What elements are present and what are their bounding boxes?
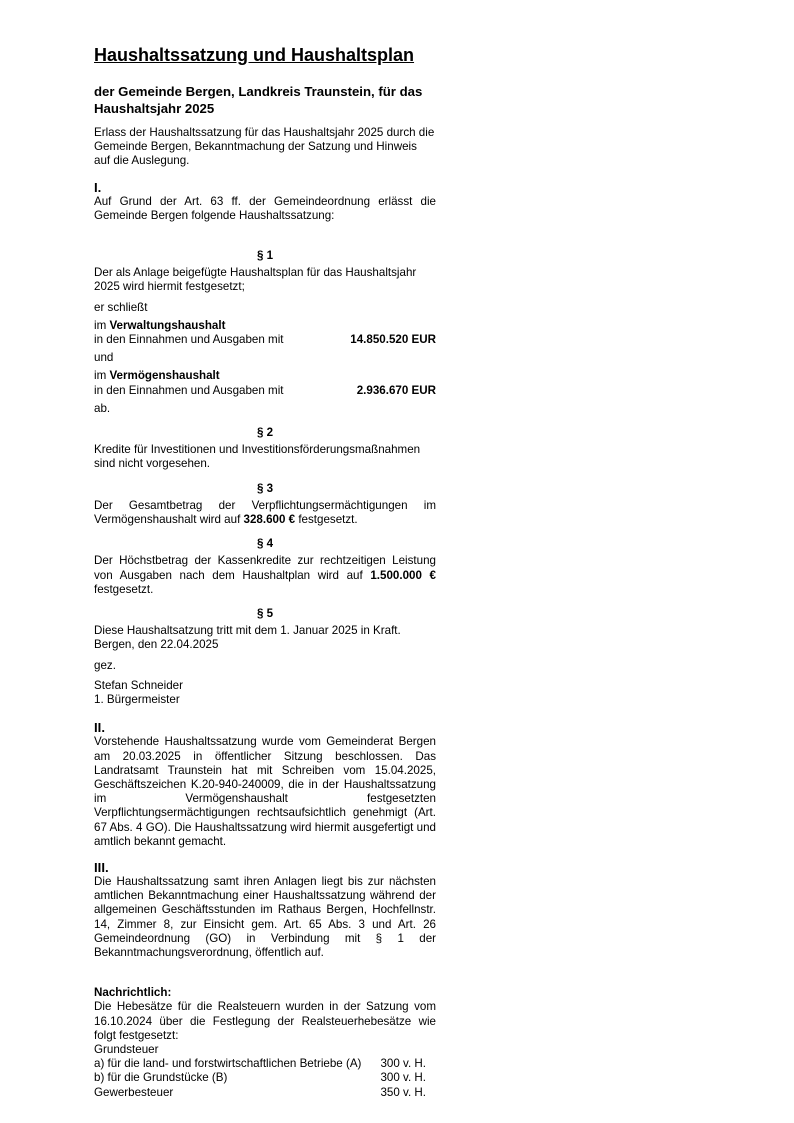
section-1-heading: I. (94, 179, 102, 195)
section-2-text: Vorstehende Haushaltssatzung wurde vom Gemeinderat Bergen am 20.03.2025 in öffentlicher Sitzung beschlossen. Das Landratsamt Traunstein hat mit Schreiben vom 15.04.2025, Geschäftszeichen K.20-940-240009, die in der Haushaltssatzung im Vermögenshaushalt festgesetzten Verpflichtungsermächtigungen rechtsaufsichtlich genehmigt (Art. 67 Abs. 4 GO). Die Haushaltssatzung wird hiermit ausgefertigt und amtlich bekannt gemacht. (94, 735, 436, 848)
document-page (94, 44, 436, 1100)
section-2-heading: II. (94, 720, 105, 736)
section-3-text: Die Haushaltssatzung samt ihren Anlagen liegt bis zur nächsten amtlichen Bekanntmachung einer Haushaltssatzung während der allgemeinen Geschäftsstunden im Rathaus Bergen, Hochfellnstr. 14, Zimmer 8, zur Einsicht gem. Art. 65 Abs. 3 und Art. 26 Gemeindeordnung (GO) in Verbindung mit § 1 der Bekanntmachungsverordnung, öffentlich auf. (94, 874, 436, 959)
paragraph-1-schliesst: er schließt (94, 300, 148, 314)
ab-text: ab. (94, 401, 111, 415)
rate-label: b) für die Grundstücke (B) (94, 1071, 228, 1085)
paragraph-2-heading: § 2 (256, 426, 274, 440)
section-3-heading: III. (94, 859, 109, 875)
note-heading: Nachrichtlich: (94, 986, 172, 1000)
paragraph-1-text: Der als Anlage beigefügte Haushaltsplan für das Haushaltsjahr 2025 wird hiermit festgesetzt; (94, 266, 417, 294)
section-1-text: Auf Grund der Art. 63 ff. der Gemeindeordnung erlässt die Gemeinde Bergen folgende Haushaltssatzung: (94, 194, 436, 222)
place-date: Bergen, den 22.04.2025 (94, 638, 219, 652)
verwaltungshaushalt-row (94, 333, 436, 347)
paragraph-1-heading: § 1 (256, 249, 274, 263)
rate-label: Gewerbesteuer (94, 1085, 174, 1099)
verwaltungshaushalt-amount: 14.850.520 EUR (350, 333, 436, 347)
paragraph-5-text: Diese Haushaltsatzung tritt mit dem 1. Januar 2025 in Kraft. (94, 624, 401, 638)
paragraph-3-heading: § 3 (256, 481, 274, 495)
vermoegenshaushalt-amount: 2.936.670 EUR (356, 383, 436, 397)
signer-name: Stefan Schneider (94, 678, 183, 692)
rate-value: 350 v. H. (380, 1085, 426, 1099)
signer-role: 1. Bürgermeister (94, 693, 180, 707)
rate-row (94, 1071, 426, 1085)
vermoegenshaushalt-label: im Vermögenshaushalt (94, 369, 220, 383)
paragraph-3-text: Der Gesamtbetrag der Verpflichtungsermächtigungen im Vermögenshaushalt wird auf 328.600 € festgesetzt. (94, 498, 436, 527)
verwaltungshaushalt-label: im Verwaltungshaushalt (94, 318, 226, 332)
note-text: Die Hebesätze für die Realsteuern wurden in der Satzung vom 16.10.2024 über die Festlegung der Realsteuerhebesätze wie folgt festgesetzt: (94, 1000, 436, 1042)
vermoegenshaushalt-row (94, 384, 436, 398)
rate-row (94, 1057, 426, 1071)
rate-value: 300 v. H. (380, 1057, 426, 1071)
verwaltungshaushalt-line: in den Einnahmen und Ausgaben mit (94, 333, 284, 347)
paragraph-4-heading: § 4 (256, 537, 274, 551)
document-subtitle: der Gemeinde Bergen, Landkreis Traunstein, für das Haushaltsjahr 2025 (94, 84, 423, 116)
und-text: und (94, 351, 114, 365)
vermoegenshaushalt-line: in den Einnahmen und Ausgaben mit (94, 383, 284, 397)
intro-text: Erlass der Haushaltssatzung für das Haushaltsjahr 2025 durch die Gemeinde Bergen, Bekanntmachung der Satzung und Hinweis auf die Auslegung. (94, 126, 435, 168)
rate-value: 300 v. H. (380, 1071, 426, 1085)
document-title: Haushaltssatzung und Haushaltsplan (94, 45, 415, 65)
rate-label: a) für die land- und forstwirtschaftlichen Betriebe (A) (94, 1057, 362, 1071)
rate-row (94, 1086, 426, 1100)
paragraph-4-text: Der Höchstbetrag der Kassenkredite zur rechtzeitigen Leistung von Ausgaben nach dem Haushaltplan wird auf 1.500.000 € festgesetzt. (94, 554, 436, 596)
grundsteuer-label: Grundsteuer (94, 1042, 159, 1056)
paragraph-2-text: Kredite für Investitionen und Investitionsförderungsmaßnahmen sind nicht vorgesehen. (94, 443, 421, 471)
paragraph-5-heading: § 5 (256, 607, 274, 621)
gez-text: gez. (94, 658, 116, 672)
